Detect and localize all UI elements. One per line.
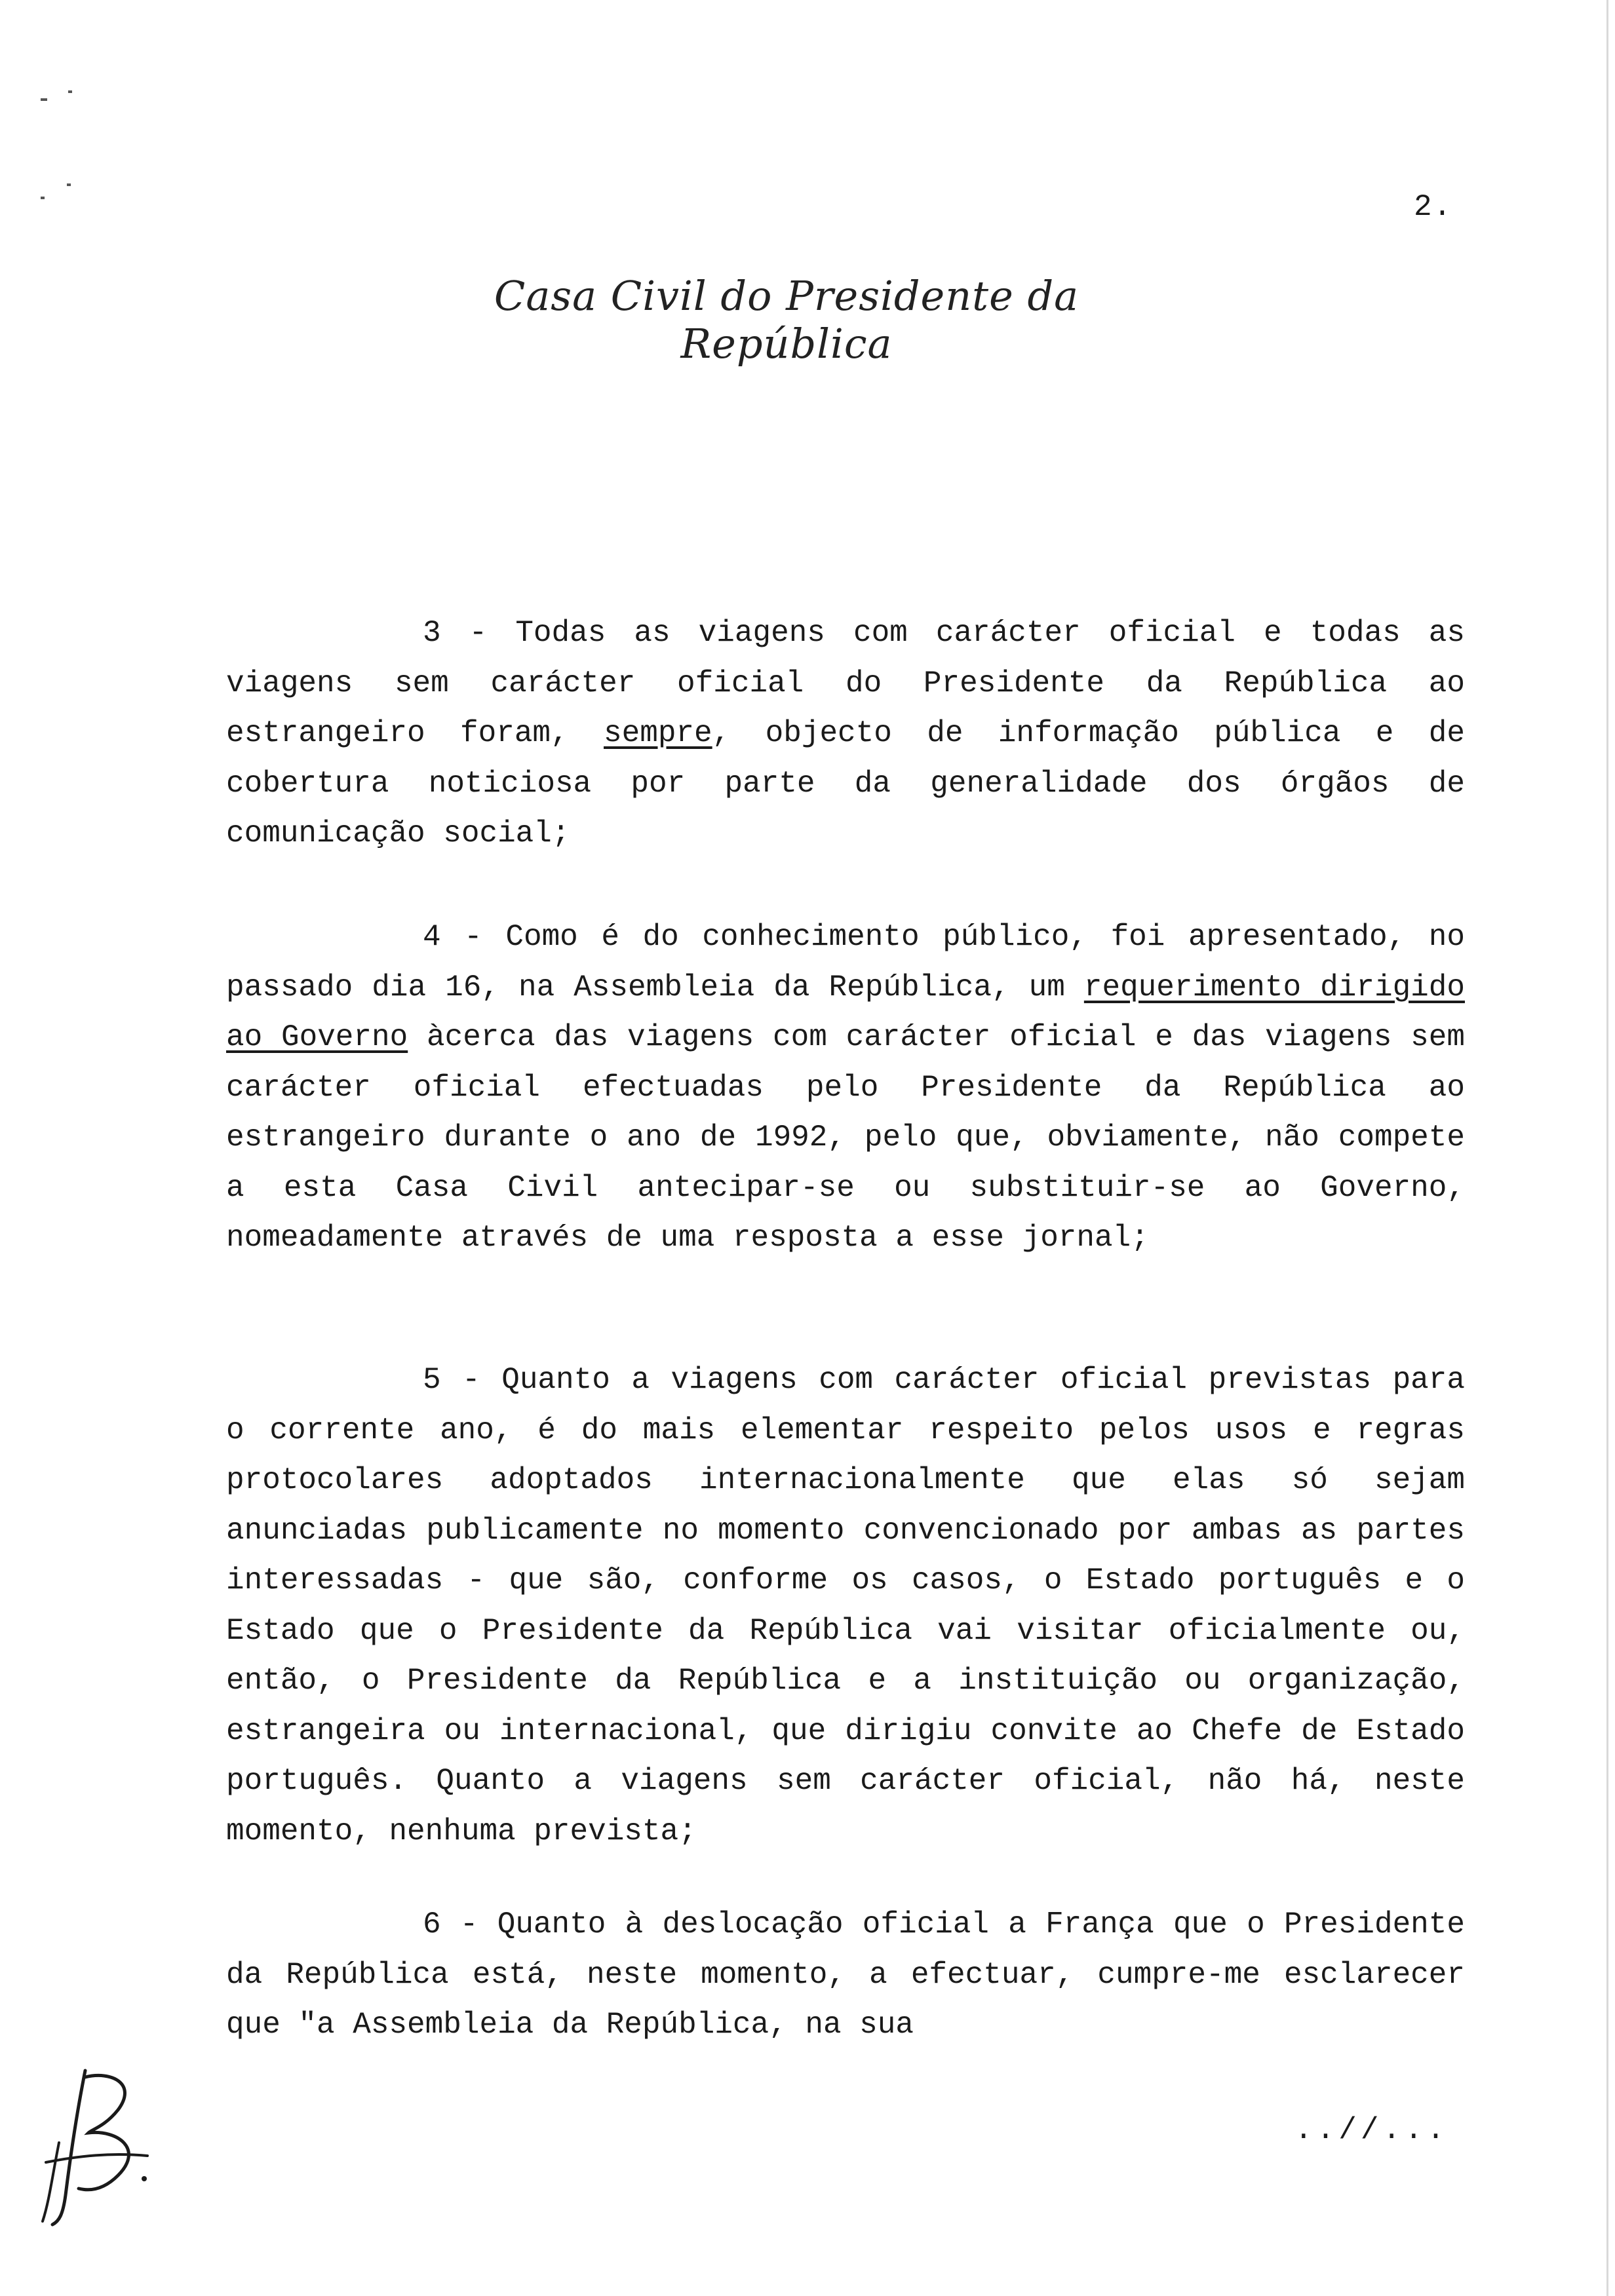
signature-initials [39,2064,157,2228]
page-edge [1606,0,1608,2296]
continuation-mark: ..//... [1294,2113,1449,2147]
scan-speck [67,183,71,186]
paragraph-3: 3 - Todas as viagens com carácter oficial e todas as viagens sem carácter oficial do Presidente da República ao estrangeiro foram, sempre, objecto de informação pública e de cobertura noticiosa por parte da generalidade dos órgãos de comunicação social; [226,616,1465,851]
paragraph-4: 4 - Como é do conhecimento público, foi apresentado, no passado dia 16, na Assembleia da República, um requerimento dirigido ao Governo àcerca das viagens com carácter oficial e das viagens sem carácter oficial efectuadas pelo Presidente da República ao estrangeiro durante o ano de 1992, pelo que, obviamente, não compete a esta Casa Civil antecipar-se ou substituir-se ao Governo, nomeadamente através de uma resposta a esse jornal; [226,920,1465,1255]
paragraph-6: 6 - Quanto à deslocação oficial a França que o Presidente da República está, neste momento, a efectuar, cumpre-me esclarecer que "a Assembleia da República, na sua [226,1907,1465,2042]
scan-speck [68,90,72,93]
underlined-text: requerimento dirigido ao Governo [226,970,1465,1054]
page-number: 2. [1414,190,1453,224]
scan-speck [41,197,45,199]
letterhead: Casa Civil do Presidente da República [494,272,1080,368]
paragraph-5: 5 - Quanto a viagens com carácter oficial previstas para o corrente ano, é do mais elementar respeito pelos usos e regras protocolares adoptados internacionalmente que elas só sejam anunciadas publicamente no momento convencionado por ambas as partes interessadas - que são, conforme os casos, o Estado português e o Estado que o Presidente da República vai visitar oficialmente ou, então, o Presidente da República e a instituição ou organização, estrangeira ou internacional, que dirigiu convite ao Chefe de Estado português. Quanto a viagens sem carácter oficial, não há, neste momento, nenhuma prevista; [226,1363,1465,1848]
scan-speck [41,98,47,101]
underlined-text: sempre [604,716,712,750]
